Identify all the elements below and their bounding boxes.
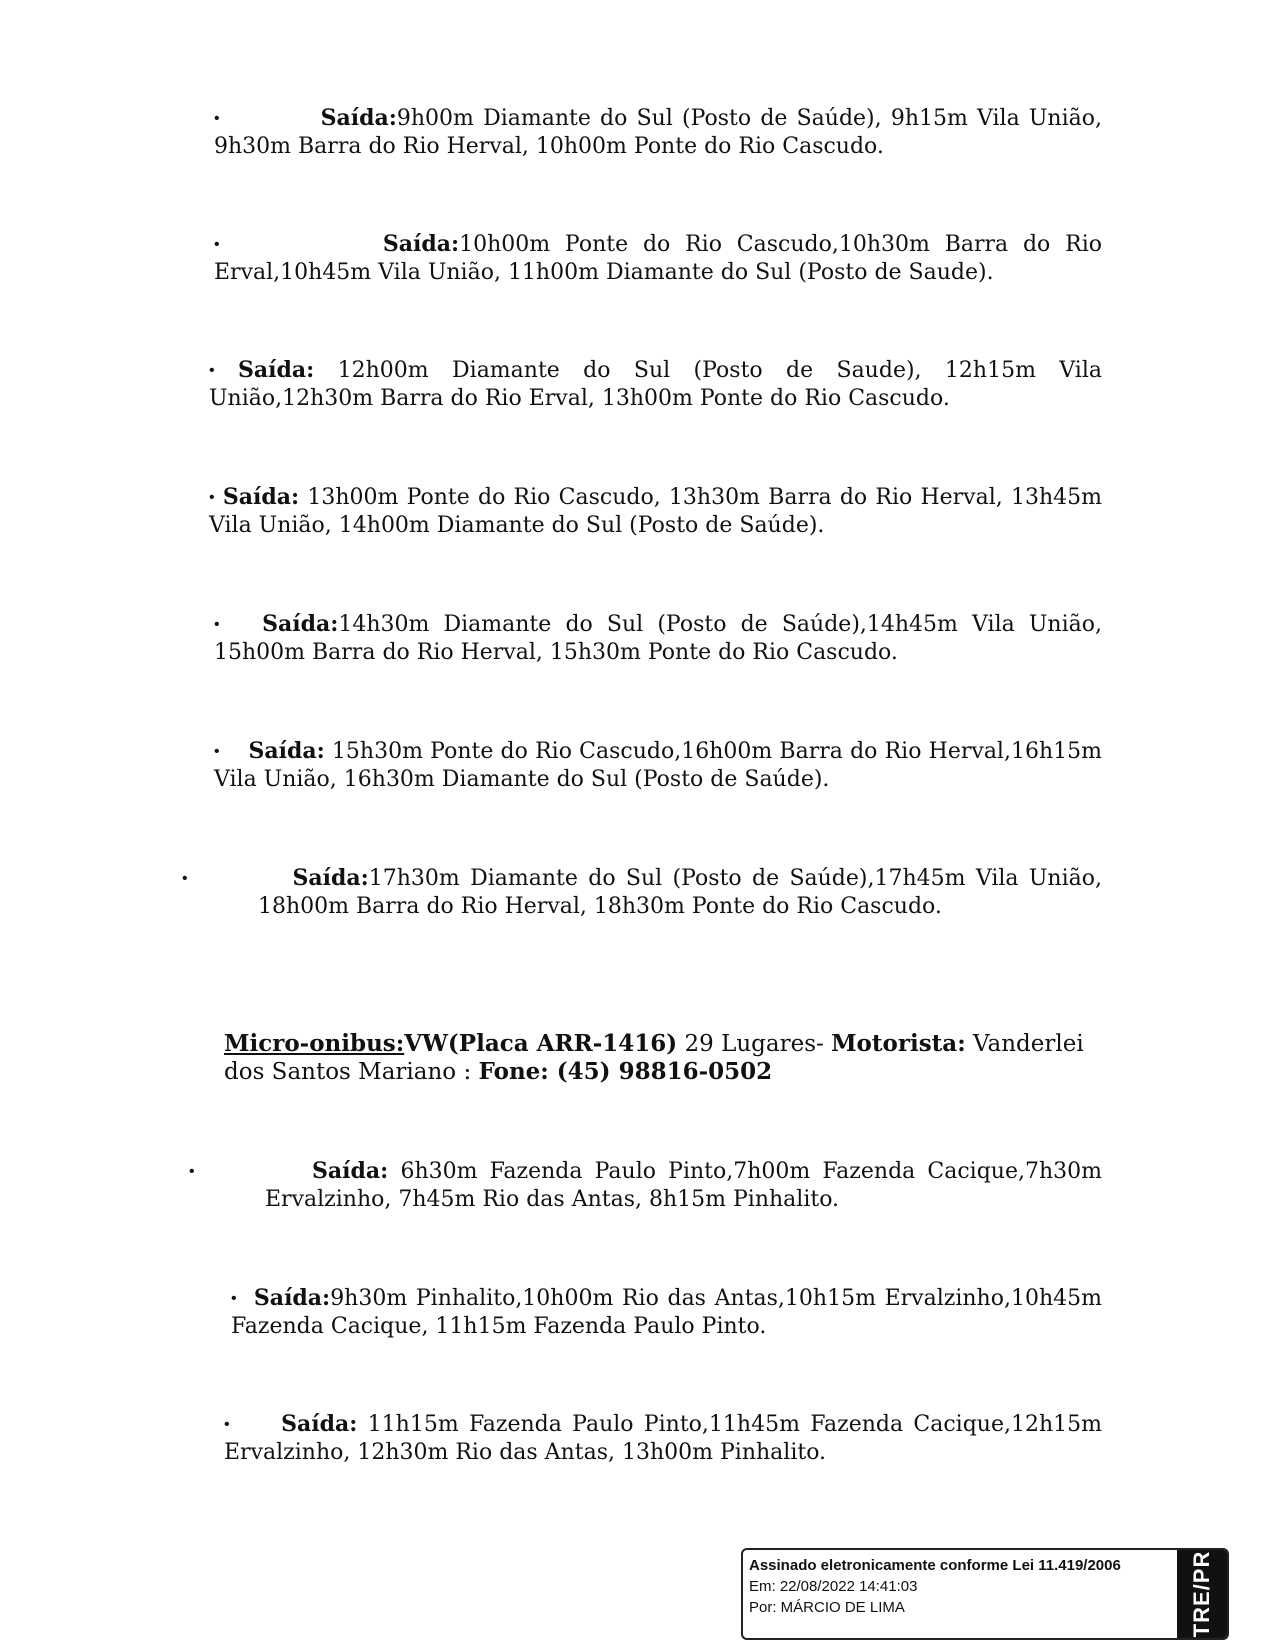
schedule-text: 13h00m Ponte do Rio Cascudo, 13h30m Barra do Rio Herval, 13h45m Vila União, 14h00m Diamante do Sul (Posto de Saúde).: [209, 485, 1102, 538]
departure-label: Saída:: [248, 738, 325, 764]
bullet: •: [209, 362, 215, 379]
schedule-text: 6h30m Fazenda Paulo Pinto,7h00m Fazenda Cacique,7h30m Ervalzinho, 7h45m Rio das Antas, 8h15m Pinhalito.: [265, 1159, 1103, 1212]
departure-label: Saída:: [281, 1411, 358, 1437]
vehicle-seats: 29 Lugares-: [677, 1031, 832, 1057]
seal-tab: [1177, 1550, 1227, 1638]
seal-label: TRE/PR: [1189, 1550, 1214, 1638]
schedule-item-5: [214, 610, 1102, 667]
schedule-item-3: [209, 356, 1102, 413]
schedule-text: 9h30m Pinhalito,10h00m Rio das Antas,10h15m Ervalzinho,10h45m Fazenda Cacique, 11h15m Fazenda Paulo Pinto.: [231, 1286, 1102, 1339]
schedule-text: 9h00m Diamante do Sul (Posto de Saúde), 9h15m Vila União, 9h30m Barra do Rio Herval, 10h00m Ponte do Rio Cascudo.: [214, 106, 1102, 159]
bullet: •: [209, 489, 215, 506]
bullet: •: [214, 110, 220, 127]
schedule-item-7: • Saída:17h30m Diamante do Sul (Posto de Saúde),17h45m Vila União, 18h00m Barra do Rio Herval, 18h30m Ponte do Rio Cascudo.: [182, 865, 1102, 919]
bullet: •: [214, 236, 220, 253]
departure-label: Saída:: [237, 357, 315, 383]
departure-label: Saída:: [320, 105, 397, 131]
departure-label: Saída:: [253, 1285, 331, 1311]
schedule-text: 17h30m Diamante do Sul (Posto de Saúde),17h45m Vila União, 18h00m Barra do Rio Herval, 18h30m Ponte do Rio Cascudo.: [258, 866, 1102, 919]
schedule-text: 15h30m Ponte do Rio Cascudo,16h00m Barra do Rio Herval,16h15m Vila União, 16h30m Diamante do Sul (Posto de Saúde).: [214, 739, 1102, 792]
schedule-b-item-1: • Saída: 6h30m Fazenda Paulo Pinto,7h00m Fazenda Cacique,7h30m Ervalzinho, 7h45m Rio das Antas, 8h15m Pinhalito.: [189, 1158, 1103, 1212]
schedule-text: 11h15m Fazenda Paulo Pinto,11h45m Fazenda Cacique,12h15m Ervalzinho, 12h30m Rio das Antas, 13h00m Pinhalito.: [224, 1412, 1102, 1465]
driver-phone: Fone: (45) 98816-0502: [478, 1058, 773, 1085]
bullet: •: [214, 616, 220, 633]
vehicle-type-label: Micro-onibus:: [224, 1030, 405, 1057]
signature-stamp: [741, 1548, 1229, 1640]
signature-details: [749, 1555, 1169, 1618]
schedule-item-6: [214, 737, 1102, 794]
signature-title: Assinado eletronicamente conforme Lei 11.419/2006: [749, 1557, 1121, 1574]
driver-name: Vanderlei dos Santos Mariano :: [224, 1031, 1084, 1085]
departure-label: Saída:: [262, 611, 339, 637]
bullet: •: [214, 743, 220, 760]
schedule-text: 10h00m Ponte do Rio Cascudo,10h30m Barra do Rio Erval,10h45m Vila União, 11h00m Diamante do Sul (Posto de Saude).: [214, 232, 1102, 285]
schedule-b-item-3: [224, 1410, 1102, 1467]
signature-date: Em: 22/08/2022 14:41:03: [749, 1578, 918, 1595]
departure-label: Saída:: [382, 231, 460, 257]
departure-label: Saída:: [312, 1158, 389, 1184]
departure-label: Saída:: [222, 484, 300, 510]
driver-label: Motorista:: [831, 1030, 966, 1057]
bullet: •: [231, 1290, 237, 1307]
signature-signer: Por: MÁRCIO DE LIMA: [749, 1599, 905, 1616]
bullet: •: [224, 1416, 230, 1433]
schedule-b-item-2: [231, 1284, 1102, 1341]
schedule-item-4: [209, 483, 1102, 540]
schedule-item-2: [214, 230, 1102, 287]
schedule-text: 14h30m Diamante do Sul (Posto de Saúde),14h45m Vila União, 15h00m Barra do Rio Herval, 15h30m Ponte do Rio Cascudo.: [214, 612, 1102, 665]
vehicle-info: [224, 1030, 1090, 1086]
departure-label: Saída:: [292, 865, 369, 891]
vehicle-model: VW(Placa ARR-1416): [404, 1030, 678, 1057]
schedule-text: 12h00m Diamante do Sul (Posto de Saude), 12h15m Vila União,12h30m Barra do Rio Erval, 13h00m Ponte do Rio Cascudo.: [209, 358, 1102, 411]
schedule-item-1: [214, 104, 1102, 161]
